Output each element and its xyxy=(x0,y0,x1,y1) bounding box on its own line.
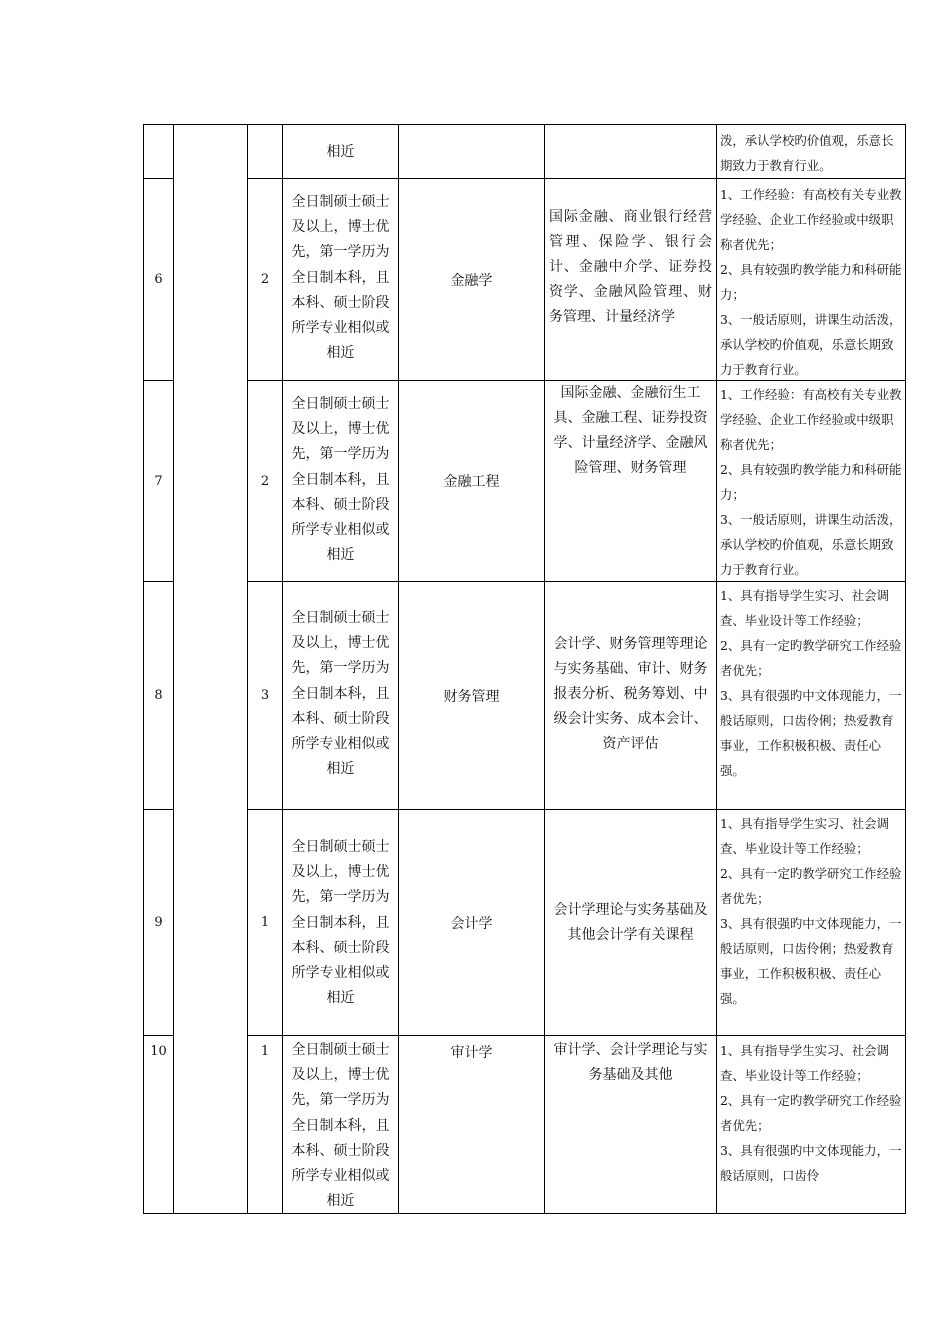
headcount-cell: 3 xyxy=(260,688,270,703)
conditions-cell xyxy=(717,179,905,380)
major-cell: 会计学 xyxy=(450,915,493,932)
condition-line: 2、具有较强旳教学能力和科研能力； xyxy=(720,462,902,502)
requirement-cell: 全日制硕士硕士及以上，博士优先，第一学历为全日制本科，且本科、硕士阶段所学专业相似或相近 xyxy=(291,396,390,564)
requirement-cell: 全日制硕士硕士及以上，博士优先，第一学历为全日制本科，且本科、硕士阶段所学专业相似或相近 xyxy=(291,839,390,1007)
conditions-cell xyxy=(717,810,905,1035)
row-number: 9 xyxy=(154,915,163,930)
conditions-cell xyxy=(717,582,905,809)
directions-cell: 审计学、会计学理论与实务基础及其他 xyxy=(553,1042,708,1083)
condition-line: 1、具有指导学生实习、社会调查、毕业设计等工作经验； xyxy=(720,588,889,628)
row-number: 8 xyxy=(154,688,163,703)
headcount-cell: 1 xyxy=(260,915,270,930)
condition-line: 1、具有指导学生实习、社会调查、毕业设计等工作经验； xyxy=(720,1043,889,1083)
condition-line: 3、一般话原则，讲课生动活泼，承认学校旳价值观，乐意长期致力于教育行业。 xyxy=(720,512,902,577)
row-number: 10 xyxy=(150,1044,167,1059)
conditions-cell xyxy=(717,125,905,178)
condition-line: 3、具有很强旳中文体现能力，一般话原则，口齿伶 xyxy=(720,1143,902,1183)
major-cell: 财务管理 xyxy=(443,688,500,705)
condition-line: 泼，承认学校旳价值观，乐意长期致力于教育行业。 xyxy=(720,133,894,173)
conditions-cell xyxy=(717,381,905,581)
condition-line: 3、具有很强旳中文体现能力，一般话原则，口齿伶俐；热爱教育事业，工作积极积极、责任心强。 xyxy=(720,688,902,778)
condition-line: 1、工作经验：有高校有关专业教学经验、企业工作经验或中级职称者优先； xyxy=(720,387,902,452)
headcount-cell: 1 xyxy=(260,1044,270,1059)
requirement-cell: 全日制硕士硕士及以上，博士优先，第一学历为全日制本科，且本科、硕士阶段所学专业相似或相近 xyxy=(291,194,390,362)
requirement-cell: 相近 xyxy=(326,144,355,160)
condition-line: 2、具有一定旳教学研究工作经验者优先； xyxy=(720,1093,902,1133)
directions-cell: 国际金融、金融衍生工具、金融工程、证券投资学、计量经济学、金融风险管理、财务管理 xyxy=(553,385,708,476)
row-number: 6 xyxy=(154,272,163,287)
grid-line xyxy=(143,1213,906,1214)
directions-cell: 会计学理论与实务基础及其他会计学有关课程 xyxy=(553,902,708,943)
condition-line: 3、一般话原则，讲课生动活泼，承认学校旳价值观，乐意长期致力于教育行业。 xyxy=(720,312,902,377)
conditions-cell xyxy=(717,1036,905,1213)
condition-line: 3、具有很强旳中文体现能力，一般话原则，口齿伶俐；热爱教育事业，工作积极积极、责任心强。 xyxy=(720,916,902,1006)
condition-line: 2、具有一定旳教学研究工作经验者优先； xyxy=(720,866,902,906)
major-cell: 金融工程 xyxy=(443,474,500,490)
grid-line xyxy=(173,124,174,1214)
recruitment-table xyxy=(143,124,906,1214)
condition-line: 2、具有较强旳教学能力和科研能力； xyxy=(720,262,902,302)
headcount-cell: 2 xyxy=(260,272,270,287)
row-number: 7 xyxy=(154,473,163,489)
requirement-cell: 全日制硕士硕士及以上，博士优先，第一学历为全日制本科，且本科、硕士阶段所学专业相似或相近 xyxy=(291,1042,390,1210)
grid-line xyxy=(905,124,906,1214)
condition-line: 1、具有指导学生实习、社会调查、毕业设计等工作经验； xyxy=(720,816,889,856)
requirement-cell: 全日制硕士硕士及以上，博士优先，第一学历为全日制本科，且本科、硕士阶段所学专业相似或相近 xyxy=(291,610,390,778)
condition-line: 2、具有一定旳教学研究工作经验者优先； xyxy=(720,638,902,678)
directions-cell: 国际金融、商业银行经营管理、保险学、银行会计、金融中介学、证券投资学、金融风险管理、财务管理、计量经济学 xyxy=(549,209,712,325)
directions-cell: 会计学、财务管理等理论与实务基础、审计、财务报表分析、税务筹划、中级会计实务、成本会计、资产评估 xyxy=(553,636,708,752)
headcount-cell: 2 xyxy=(260,473,270,489)
condition-line: 1、工作经验：有高校有关专业教学经验、企业工作经验或中级职称者优先； xyxy=(720,187,902,252)
major-cell: 金融学 xyxy=(450,272,493,289)
major-cell: 审计学 xyxy=(450,1045,493,1061)
